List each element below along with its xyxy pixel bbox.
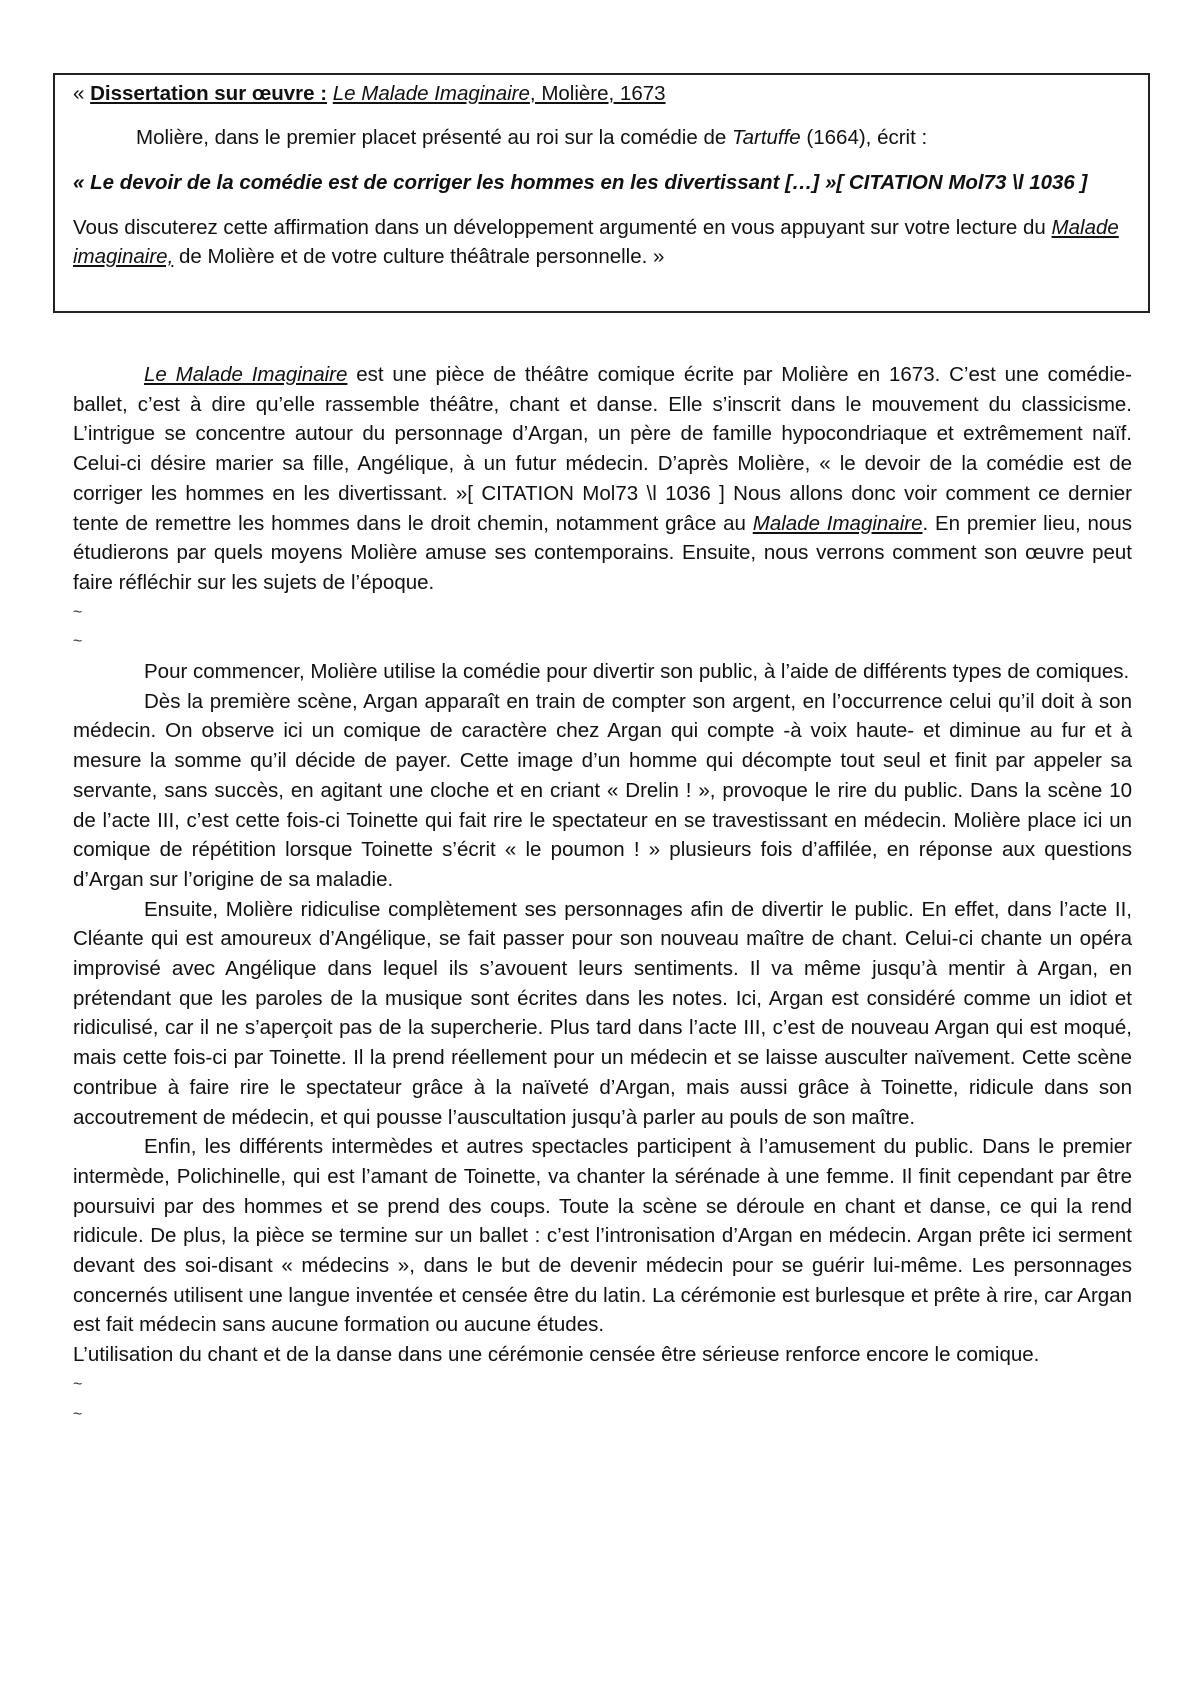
- subject-instruction: [73, 213, 1132, 271]
- separator-mark: ~: [73, 633, 83, 651]
- instruction-text-end: de Molière et de votre culture théâtrale personnelle. »: [173, 245, 665, 268]
- intro-text-b: . En premier lieu, nous étudierons par quels moyens Molière amuse ses contemporains. Ensuite, nous verrons comment son œuvre peut faire réfléchir sur les sujets de l’époque.: [73, 511, 1132, 594]
- intro-text-a: est une pièce de théâtre comique écrite par Molière en 1673. C’est une comédie-ballet, c’est à dire qu’elle rassemble théâtre, chant et danse. Elle s’inscrit dans le mouvement du classicisme. L’intrigue se concentre autour du personnage d’Argan, un père de famille hypocondriaque et extrêmement naïf. Celui-ci désire marier sa fille, Angélique, à un futur médecin. D’après Molière, « le devoir de la comédie est de corriger les hommes en les divertissant. »[ CITATION Mol73 \l 1036 ] Nous allons donc voir comment ce dernier tente de remettre les hommes dans le droit chemin, notamment grâce au: [73, 363, 1132, 535]
- work-title: Le Malade Imaginaire: [332, 82, 530, 105]
- title-rest: , Molière, 1673: [529, 82, 666, 105]
- paragraph: Enfin, les différents intermèdes et autres spectacles participent à l’amusement du public. Dans le premier intermède, Polichinelle, qui est l’amant de Toinette, va chanter la sérénade à une femme. Il finit cependant par être poursuivi par des hommes et se prend des coups. Toute la scène se déroule en chant et danse, ce qui la rend ridicule. De plus, la pièce se termine sur un ballet : c’est l’intronisation d’Argan en médecin. Argan prête ici serment devant des soi-disant « médecins », dans le but de devenir médecin pour se guérir lui-même. Les personnages concernés utilisent une langue inventée et censée être du latin. La cérémonie est burlesque et prête à rire, car Argan est fait médecin sans aucune formation ou aucune études.: [73, 1135, 1132, 1337]
- closing-line: L’utilisation du chant et de la danse dans une cérémonie censée être sérieuse renforce encore le comique.: [73, 1343, 1040, 1367]
- intro-paragraph: [73, 360, 1132, 598]
- intro-text-end: (1664), écrit :: [800, 126, 928, 149]
- paragraph: Pour commencer, Molière utilise la comédie pour divertir son public, à l’aide de différents types de comiques.: [144, 660, 1130, 683]
- quote-text: « Le devoir de la comédie est de corriger les hommes en les divertissant […] »: [73, 171, 837, 194]
- separator-mark: ~: [73, 1405, 83, 1423]
- open-quote: «: [73, 82, 91, 105]
- moliere-quote: [73, 168, 1132, 197]
- instruction-text: Vous discuterez cette affirmation dans un développement argumenté en vous appuyant sur votre lecture du: [73, 216, 1052, 239]
- dissertation-label: Dissertation sur œuvre :: [90, 82, 328, 105]
- intro-text: Molière, dans le premier placet présenté au roi sur la comédie de: [136, 126, 732, 149]
- subject-box: [53, 73, 1150, 313]
- subject-title: [73, 79, 1132, 108]
- separator-mark: ~: [73, 603, 83, 621]
- intro-work-title-2: Malade Imaginaire: [752, 511, 923, 535]
- subject-intro: [73, 123, 1132, 152]
- instruction-work: Malade imaginaire,: [73, 216, 1119, 268]
- separator-mark: ~: [73, 1375, 83, 1393]
- intro-work-title: Le Malade Imaginaire: [144, 363, 348, 386]
- paragraph: Dès la première scène, Argan apparaît en train de compter son argent, en l’occurrence celui qu’il doit à son médecin. On observe ici un comique de caractère chez Argan qui compte -à voix haute- et diminue au fur et à mesure la somme qu’il décide de payer. Cette image d’un homme qui décompte tout seul et finit par appeler sa servante, sans succès, en agitant une cloche et en criant « Drelin ! », provoque le rire du public. Dans la scène 10 de l’acte III, c’est cette fois-ci Toinette qui fait rire le spectateur en se travestissant en médecin. Molière place ici un comique de répétition lorsque Toinette s’écrit « le poumon ! » plusieurs fois d’affilée, en réponse aux questions d’Argan sur l’origine de sa maladie.: [73, 689, 1132, 891]
- intro-work: Tartuffe: [731, 126, 801, 149]
- quote-citation: [ CITATION Mol73 \l 1036 ]: [836, 171, 1088, 194]
- essay-body: [73, 360, 1132, 1429]
- paragraph: Ensuite, Molière ridiculise complètement ses personnages afin de divertir le public. En effet, dans l’acte II, Cléante qui est amoureux d’Angélique, se fait passer pour son nouveau maître de chant. Celui-ci chante un opéra improvisé avec Angélique dans lequel ils s’avouent leurs sentiments. Il va même jusqu’à mentir à Argan, en prétendant que les paroles de la musique sont écrites dans les notes. Ici, Argan est considéré comme un idiot et ridiculisé, car il ne s’aperçoit pas de la supercherie. Plus tard dans l’acte III, c’est de nouveau Argan qui est moqué, mais cette fois-ci par Toinette. Il la prend réellement pour un médecin et se laisse ausculter naïvement. Cette scène contribue à faire rire le spectateur grâce à la naïveté d’Argan, mais aussi grâce à Toinette, ridicule dans son accoutrement de médecin, et qui pousse l’auscultation jusqu’à parler au pouls de son maître.: [73, 897, 1132, 1129]
